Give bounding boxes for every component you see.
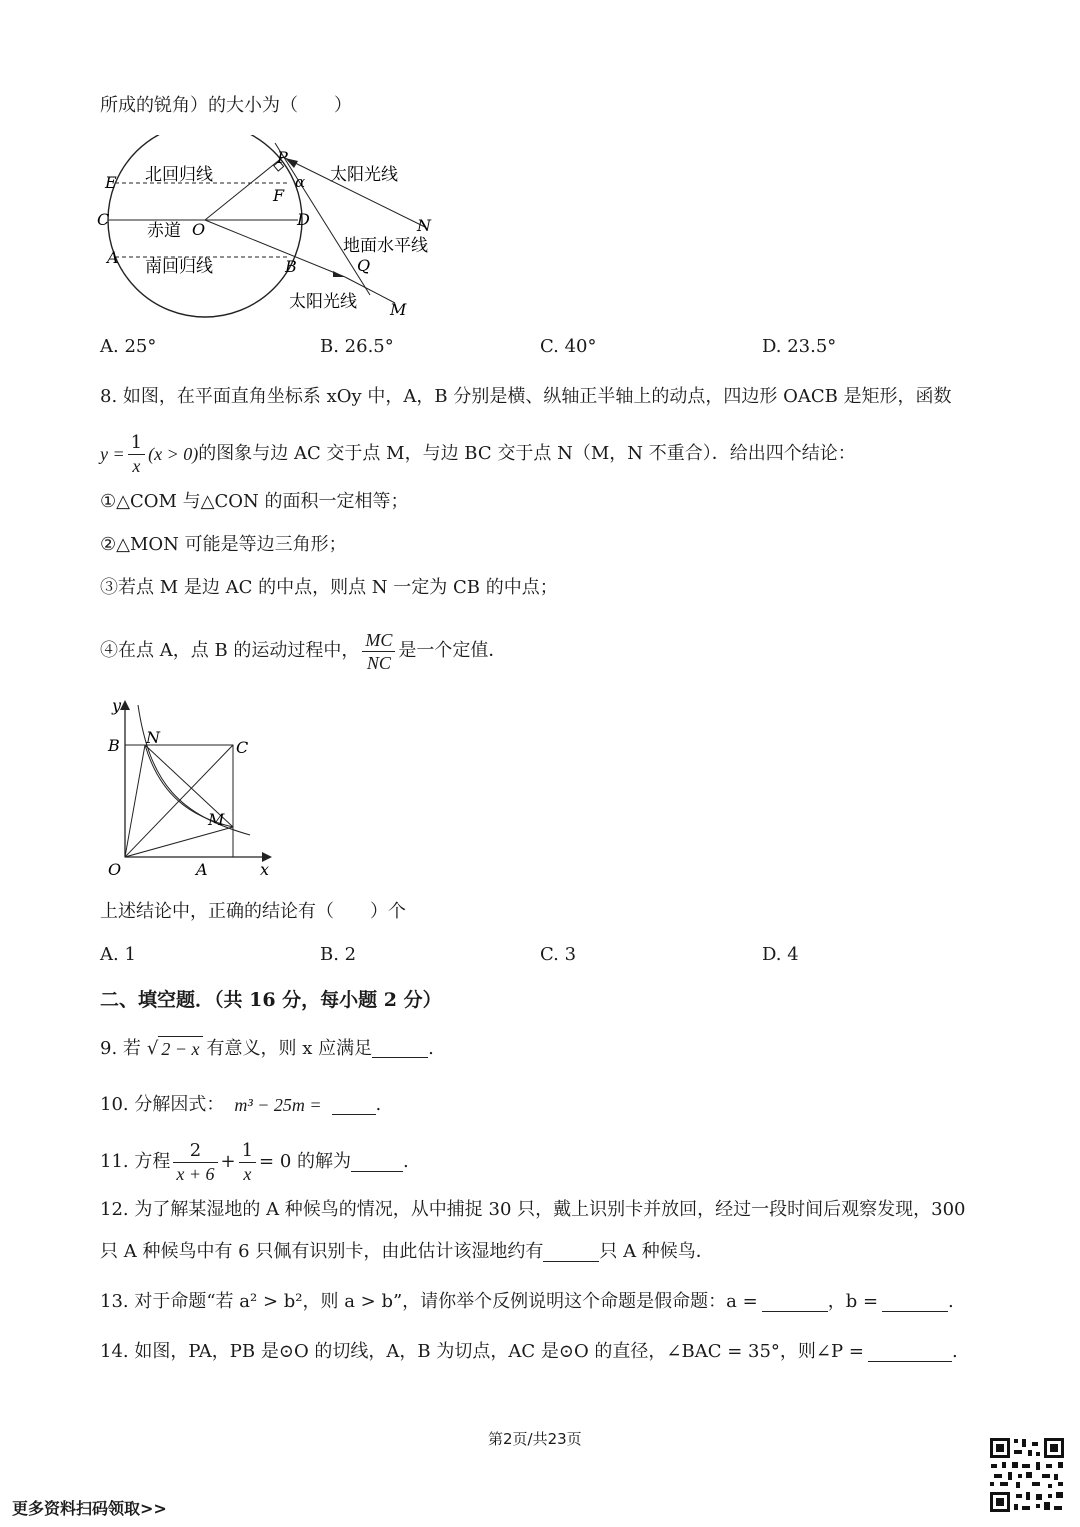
q8-prompt: 上述结论中，正确的结论有（ ）个 [100,901,406,922]
label-o: O [192,220,206,239]
q13-answer-a-blank[interactable] [762,1293,828,1312]
point-n: N [146,728,160,747]
q12-line1: 12. 为了解某湿地的 A 种候鸟的情况，从中捕捉 30 只，戴上识别卡并放回，经过一段时间后观察发现，300 [100,1199,966,1220]
q8-option-a: A. 1 [100,944,136,965]
q8-c4-pre: ④在点 A，点 B 的运动过程中， [100,640,360,661]
q8-line1: 8. 如图，在平面直角坐标系 xOy 中，A，B 分别是横、纵轴正半轴上的动点，四边形 OACB 是矩形，函数 [100,386,952,407]
q8-c4-den: NC [366,652,391,673]
q8-c4-post: 是一个定值． [398,640,507,661]
label-b: B [285,257,297,276]
q12-answer-blank[interactable] [543,1243,599,1262]
radius-op [205,157,283,220]
q8-conclusion-2: ②△MON 可能是等边三角形； [100,534,347,555]
label-d: D [297,210,310,229]
label-m: M [390,300,407,319]
label-ground: 地面水平线 [343,236,428,256]
point-a: A [196,860,208,879]
label-sun-ray-2: 太阳光线 [289,292,357,312]
q8-conclusion-4 [100,624,506,678]
axis-label-y: y [112,696,122,715]
q9-pre: 9. 若 [100,1037,141,1059]
point-c: C [236,738,249,757]
q7-earth-diagram [95,135,455,320]
q8-option-d: D. 4 [762,944,799,965]
label-n: N [417,216,431,235]
q8-conclusion-1: ①△COM 与△CON 的面积一定相等； [100,491,409,512]
label-sun-ray-1: 太阳光线 [330,165,398,185]
label-north-tropic: 北回归线 [145,165,213,185]
q8-c4-num: MC [362,629,395,652]
axis-label-x: x [260,860,270,879]
q9-answer-blank[interactable] [372,1039,428,1058]
q11: 11. 方程 $\frac{2}{x + 6}$ + $\frac{1}{x}$ = 0 的解为 . [100,1139,409,1184]
q8-conclusion-3: ③若点 M 是边 AC 的中点，则点 N 一定为 CB 的中点； [100,577,558,598]
q10: 10. 分解因式： m³ − 25m = . [100,1094,382,1115]
q8-line2-rest: 的图象与边 AC 交于点 M，与边 BC 交于点 N（M，N 不重合）．给出四个结论： [198,443,856,464]
label-f: F [273,186,285,205]
q8-c4-fraction [362,629,395,674]
label-e: E [105,173,117,192]
point-o: O [108,860,122,879]
q7-option-b: B. 26.5° [320,336,394,357]
q9-radicand: 2 − x [158,1036,202,1061]
q8-func-num: 1 [128,432,145,455]
label-a: A [107,248,119,267]
q8-option-b: B. 2 [320,944,357,965]
point-b: B [108,736,120,755]
q14: 14. 如图，PA，PB 是⊙O 的切线，A，B 为切点，AC 是⊙O 的直径，∠BAC = 35°，则∠P = . [100,1341,958,1362]
q11-fraction-2: $\frac{1}{x}$ [239,1140,256,1185]
q7-option-c: C. 40° [540,336,597,357]
q10-answer-blank[interactable] [332,1096,376,1115]
q13: 13. 对于命题“若 a² > b²，则 a > b”，请你举个反例说明这个命题是假命题：a = ，b = . [100,1291,954,1312]
more-resources-link[interactable]: 更多资料扫码领取>> [12,1499,167,1518]
qr-code-icon[interactable] [988,1436,1066,1514]
q11-fraction-1: $\frac{2}{x + 6}$ [173,1140,217,1185]
label-equator: 赤道 [147,221,181,241]
q8-coordinate-figure [100,695,280,885]
q14-answer-blank[interactable] [868,1343,952,1362]
q12-line2: 只 A 种候鸟中有 6 只佩有识别卡，由此估计该湿地约有 只 A 种候鸟． [100,1241,714,1262]
label-alpha: α [295,173,306,191]
point-m: M [208,810,225,829]
q10-expr: m³ − 25m = [234,1095,322,1115]
q8-func-den: x [132,455,141,476]
q8-func-y: y = [100,444,125,464]
q8-option-c: C. 3 [540,944,577,965]
q8-line2 [100,428,856,480]
page-number: 第2页/共23页 [488,1430,582,1448]
q8-func-fraction [128,432,145,477]
label-p: P [277,148,288,167]
q11-answer-blank[interactable] [351,1153,403,1172]
q7-option-d: D. 23.5° [762,336,837,357]
q7-tail-text: 所成的锐角）的大小为（ ） [100,95,352,116]
q11-pre: 11. 方程 [100,1151,171,1172]
q9-post: 有意义，则 x 应满足 [206,1037,373,1059]
q13-answer-b-blank[interactable] [882,1293,948,1312]
label-c: C [97,210,110,229]
label-south-tropic: 南回归线 [145,257,213,277]
q9: 9. 若 √ 2 − x 有意义，则 x 应满足 . [100,1037,434,1059]
q7-option-a: A. 25° [100,336,157,357]
radius-ob-ray [205,220,345,277]
q10-pre: 10. 分解因式： [100,1094,225,1115]
section-2-heading: 二、填空题．（共 16 分，每小题 2 分） [100,989,442,1011]
label-q: Q [357,256,371,275]
q8-func-cond: (x > 0) [148,444,199,464]
